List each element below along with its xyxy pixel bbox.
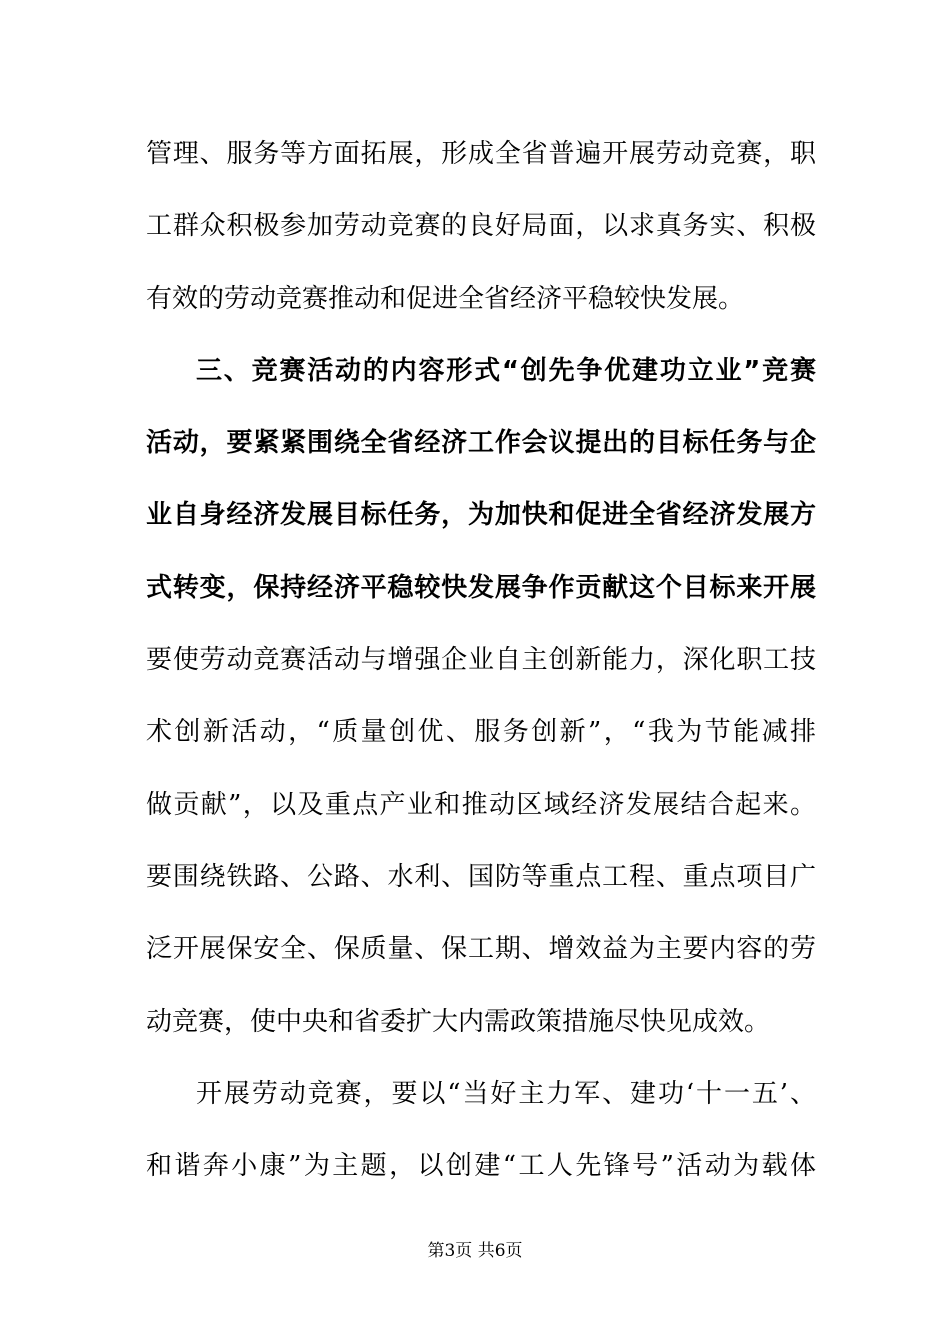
section-heading-line: 三、竞赛活动的内容形式“创先争优建功立业”竞赛	[196, 356, 816, 386]
section-heading-line: 式转变，保持经济平稳较快发展争作贡献这个目标来开展	[146, 573, 816, 603]
body-line: 要围绕铁路、公路、水利、国防等重点工程、重点项目广	[146, 862, 816, 892]
page-number: 第3页 共6页	[427, 1241, 523, 1261]
body-line: 工群众积极参加劳动竞赛的良好局面，以求真务实、积极	[146, 211, 816, 241]
body-line: 泛开展保安全、保质量、保工期、增效益为主要内容的劳	[146, 934, 816, 964]
body-line: 开展劳动竞赛，要以“当好主力军、建功‘十一五’、	[196, 1079, 816, 1109]
body-line: 术创新活动，“质量创优、服务创新”，“我为节能减排	[146, 717, 816, 747]
section-heading-line: 业自身经济发展目标任务，为加快和促进全省经济发展方	[146, 500, 816, 530]
body-line: 动竞赛，使中央和省委扩大内需政策措施尽快见成效。	[146, 1007, 771, 1037]
body-line: 做贡献”，以及重点产业和推动区域经济发展结合起来。	[146, 790, 816, 820]
body-line: 要使劳动竞赛活动与增强企业自主创新能力，深化职工技	[146, 645, 816, 675]
body-line: 管理、服务等方面拓展，形成全省普遍开展劳动竞赛，职	[146, 139, 816, 169]
section-heading-line: 活动，要紧紧围绕全省经济工作会议提出的目标任务与企	[146, 428, 816, 458]
body-line: 有效的劳动竞赛推动和促进全省经济平稳较快发展。	[146, 284, 745, 314]
body-line: 和谐奔小康”为主题，以创建“工人先锋号”活动为载体	[146, 1151, 816, 1181]
